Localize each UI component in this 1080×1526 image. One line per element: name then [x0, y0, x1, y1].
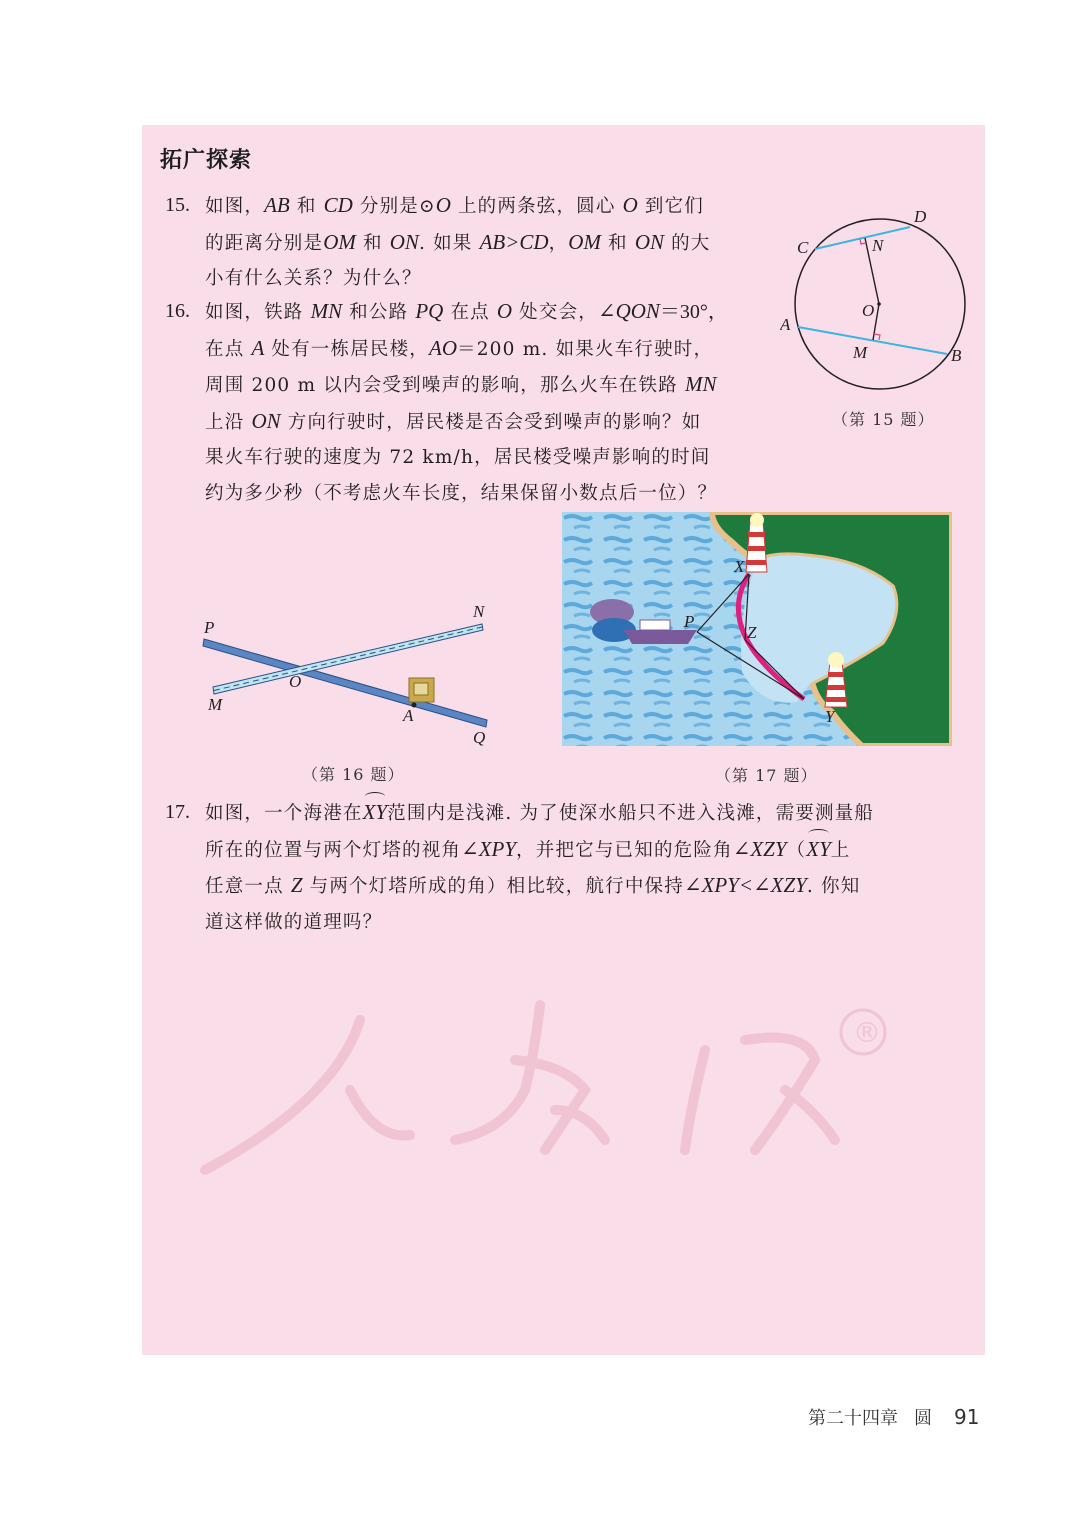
publisher-watermark	[185, 980, 915, 1180]
svg-text:X: X	[734, 557, 745, 576]
residential-building-icon	[409, 678, 434, 702]
arc-xy: XY	[363, 795, 388, 831]
svg-text:P: P	[204, 618, 215, 637]
problem-17-line-1: 如图，一个海港在XY范围内是浅滩. 为了使深水船只不进入浅滩，需要测量船	[205, 795, 975, 832]
problem-15	[165, 188, 765, 297]
problem-17	[165, 795, 975, 940]
problem-16	[165, 294, 765, 511]
svg-text:N: N	[872, 236, 884, 255]
problem-17-line-2: 所在的位置与两个灯塔的视角∠XPY，并把它与已知的危险角∠XZY（XY上	[205, 832, 975, 869]
svg-text:B: B	[951, 346, 962, 365]
svg-text:Q: Q	[473, 728, 486, 747]
figure-16-railway-road	[190, 595, 510, 755]
center-point	[877, 302, 881, 306]
problem-16-line-3: 周围 200 m 以内会受到噪声的影响，那么火车在铁路 MN	[205, 372, 717, 396]
problem-16-line-6: 约为多少秒（不考虑火车长度，结果保留小数点后一位）？	[205, 482, 718, 504]
problem-number: 16.	[165, 300, 190, 322]
problem-number: 17.	[165, 801, 190, 823]
figure-17-caption: （第 17 题）	[715, 766, 818, 785]
svg-text:D: D	[914, 207, 927, 226]
svg-text:®: ®	[853, 1016, 881, 1049]
problem-16-line-2: 在点 A 处有一栋居民楼，AO＝200 m. 如果火车行驶时，	[205, 335, 714, 360]
figure-17-harbor-illustration	[562, 512, 952, 746]
svg-text:M: M	[853, 343, 868, 362]
figure-15-circle-chords	[780, 200, 980, 410]
problem-number: 15.	[165, 194, 190, 216]
problem-17-line-3: 任意一点 Z 与两个灯塔所成的角）相比较，航行中保持∠XPY<∠XZY. 你知	[205, 873, 861, 897]
page-footer	[808, 1404, 979, 1430]
chord-cd	[815, 227, 910, 249]
svg-text:Z: Z	[747, 623, 757, 642]
svg-text:N: N	[473, 602, 485, 621]
svg-text:A: A	[403, 706, 414, 725]
section-title: 拓广探索	[160, 148, 253, 173]
problem-15-line-1: 如图，AB 和 CD 分别是⊙O 上的两条弦，圆心 O 到它们	[205, 193, 705, 217]
svg-text:O: O	[289, 672, 302, 691]
lighthouse-y-icon	[825, 652, 847, 707]
problem-15-line-2: 的距离分别是OM 和 ON. 如果 AB>CD，OM 和 ON 的大	[205, 229, 711, 254]
problem-15-line-3: 小有什么关系？为什么？	[205, 268, 422, 289]
chapter-label: 第二十四章	[808, 1408, 898, 1429]
arc-xy: XY	[806, 832, 831, 868]
chapter-title: 圆	[914, 1408, 932, 1429]
problem-16-line-1: 如图，铁路 MN 和公路 PQ 在点 O 处交会，∠QON＝30°，	[205, 299, 728, 323]
chord-ab	[798, 327, 947, 354]
figure-15-caption: （第 15 题）	[832, 410, 935, 429]
figure-16-caption: （第 16 题）	[302, 765, 405, 784]
svg-text:Y: Y	[825, 707, 835, 726]
svg-text:O: O	[862, 301, 875, 320]
svg-text:P: P	[684, 612, 695, 631]
svg-text:M: M	[208, 695, 223, 714]
svg-text:A: A	[780, 315, 791, 334]
right-angle-mark-m	[874, 334, 880, 340]
svg-text:C: C	[797, 238, 809, 257]
problem-16-line-4: 上沿 ON 方向行驶时，居民楼是否会受到噪声的影响？如	[205, 408, 702, 433]
problem-16-line-5: 果火车行驶的速度为 72 km/h，居民楼受噪声影响的时间	[205, 447, 711, 468]
problem-17-line-4: 道这样做的道理吗？	[205, 911, 383, 933]
page-number: 91	[954, 1405, 980, 1429]
